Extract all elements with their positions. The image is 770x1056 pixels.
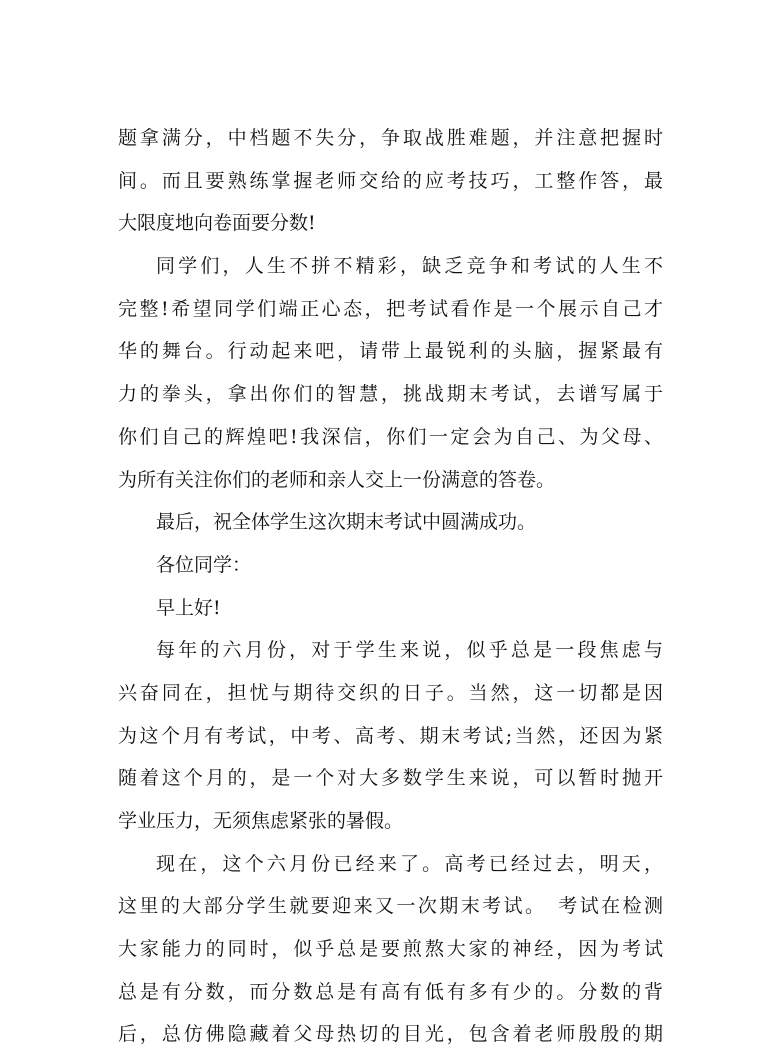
text-line: 总是有分数，而分数总是有高有低有多有少的。分数的背 xyxy=(118,980,663,1003)
text-line: 随着这个月的，是一个对大多数学生来说，可以暂时抛开 xyxy=(118,767,663,790)
text-line: 最后，祝全体学生这次期末考试中圆满成功。 xyxy=(156,511,537,534)
text-line: 兴奋同在，担忧与期待交织的日子。当然，这一切都是因 xyxy=(118,681,663,704)
text-line: 每年的六月份，对于学生来说，似乎总是一段焦虑与 xyxy=(156,639,663,662)
text-line: 题拿满分，中档题不失分，争取战胜难题，并注意把握时 xyxy=(118,127,663,149)
text-line: 学业压力，无须焦虑紧张的暑假。 xyxy=(118,810,404,832)
text-line: 间。而且要熟练掌握老师交给的应考技巧，工整作答，最 xyxy=(118,169,663,192)
text-line: 为所有关注你们的老师和亲人交上一份满意的答卷。 xyxy=(118,468,556,491)
text-line: 力的拳头，拿出你们的智慧，挑战期末考试，去谱写属于 xyxy=(118,383,663,406)
text-line: 这里的大部分学生就要迎来又一次期末考试。 考试在检测 xyxy=(118,895,663,918)
document-page xyxy=(118,117,663,1056)
text-line: 华的舞台。行动起来吧，请带上最锐利的头脑，握紧最有 xyxy=(118,340,663,363)
text-line: 各位同学： xyxy=(156,553,252,576)
text-line: 现在，这个六月份已经来了。高考已经过去，明天， xyxy=(156,852,663,875)
text-line: 早上好! xyxy=(156,596,221,619)
text-line: 同学们，人生不拼不精彩，缺乏竞争和考试的人生不 xyxy=(156,255,663,278)
text-line: 为这个月有考试，中考、高考、期末考试;当然，还因为紧 xyxy=(118,724,663,747)
text-line: 大家能力的同时，似乎总是要煎熬大家的神经，因为考试 xyxy=(118,938,663,961)
text-line: 大限度地向卷面要分数! xyxy=(118,212,316,235)
text-line: 完整!希望同学们端正心态，把考试看作是一个展示自己才 xyxy=(118,297,663,320)
text-line: 你们自己的辉煌吧!我深信，你们一定会为自己、为父母、 xyxy=(118,425,663,448)
text-line: 后，总仿佛隐藏着父母热切的目光，包含着老师殷殷的期 xyxy=(118,1023,663,1046)
